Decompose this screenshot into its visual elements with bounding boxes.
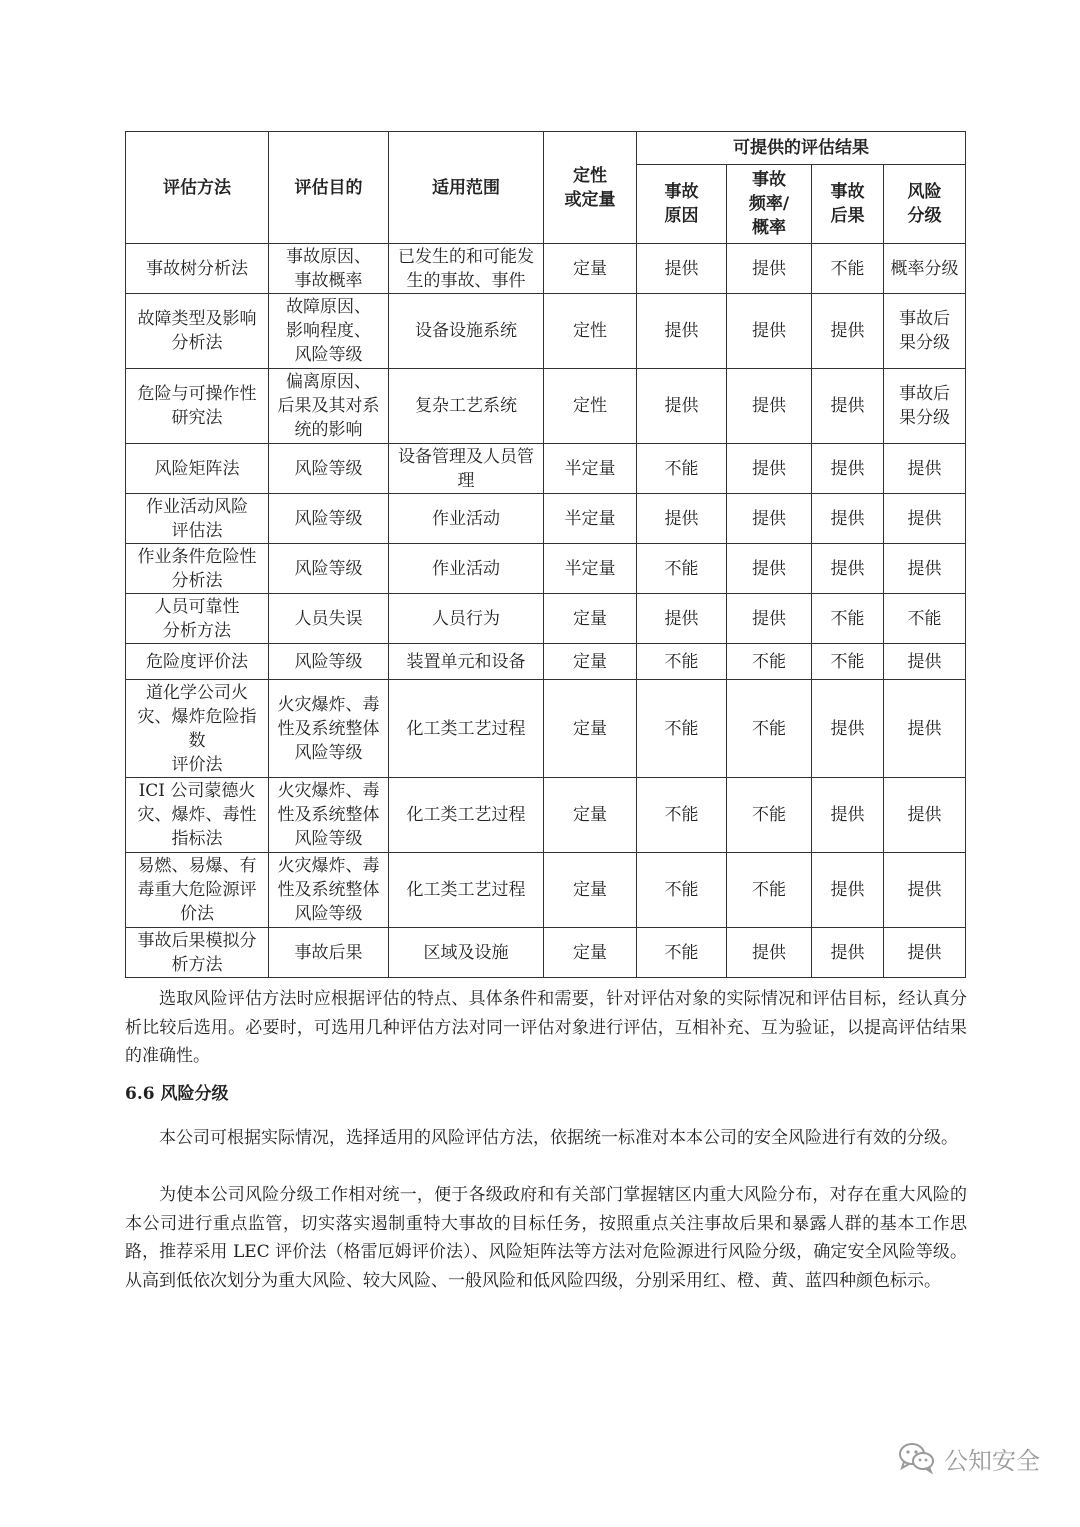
cell-grading: 概率分级 <box>884 244 966 294</box>
table-row <box>126 544 966 594</box>
cell-scope: 已发生的和可能发 生的事故、事件 <box>389 244 544 294</box>
cell-cause: 不能 <box>637 928 727 978</box>
cell-type: 定量 <box>544 680 637 778</box>
cell-type: 定性 <box>544 369 637 444</box>
cell-purpose: 风险等级 <box>269 644 389 680</box>
cell-consequence: 提供 <box>812 294 884 369</box>
cell-cause: 不能 <box>637 544 727 594</box>
header-scope: 适用范围 <box>389 132 544 244</box>
cell-purpose: 火灾爆炸、毒 性及系统整体 风险等级 <box>269 853 389 928</box>
cell-grading: 提供 <box>884 778 966 853</box>
cell-type: 定量 <box>544 853 637 928</box>
cell-grading: 提供 <box>884 544 966 594</box>
section-heading: 6.6 风险分级 <box>125 1084 229 1104</box>
cell-scope: 设备管理及人员管 理 <box>389 444 544 494</box>
cell-consequence: 提供 <box>812 494 884 544</box>
cell-frequency: 提供 <box>727 928 812 978</box>
cell-cause: 提供 <box>637 494 727 544</box>
cell-type: 半定量 <box>544 544 637 594</box>
risk-assessment-methods-table <box>125 131 965 978</box>
cell-frequency: 提供 <box>727 294 812 369</box>
table-row <box>126 494 966 544</box>
header-frequency: 事故 频率/ 概率 <box>727 165 812 244</box>
cell-purpose: 风险等级 <box>269 494 389 544</box>
cell-method: ICI 公司蒙德火 灾、爆炸、毒性 指标法 <box>126 778 269 853</box>
table-row <box>126 680 966 778</box>
cell-scope: 作业活动 <box>389 494 544 544</box>
cell-grading: 提供 <box>884 680 966 778</box>
cell-purpose: 人员失误 <box>269 594 389 644</box>
cell-scope: 区域及设施 <box>389 928 544 978</box>
cell-scope: 化工类工艺过程 <box>389 680 544 778</box>
watermark-text: 公知安全 <box>944 1446 1040 1475</box>
cell-cause: 不能 <box>637 680 727 778</box>
cell-grading: 提供 <box>884 928 966 978</box>
cell-frequency: 不能 <box>727 644 812 680</box>
cell-grading: 提供 <box>884 444 966 494</box>
cell-type: 定量 <box>544 778 637 853</box>
table-body <box>126 244 966 978</box>
cell-method: 作业条件危险性 分析法 <box>126 544 269 594</box>
header-results-group: 可提供的评估结果 <box>637 132 966 165</box>
cell-frequency: 提供 <box>727 369 812 444</box>
cell-grading: 事故后 果分级 <box>884 294 966 369</box>
cell-cause: 不能 <box>637 444 727 494</box>
cell-cause: 提供 <box>637 369 727 444</box>
cell-cause: 不能 <box>637 644 727 680</box>
cell-consequence: 提供 <box>812 680 884 778</box>
cell-purpose: 火灾爆炸、毒 性及系统整体 风险等级 <box>269 680 389 778</box>
cell-cause: 提供 <box>637 244 727 294</box>
cell-scope: 人员行为 <box>389 594 544 644</box>
cell-consequence: 提供 <box>812 778 884 853</box>
paragraph-grading-intro: 本公司可根据实际情况，选择适用的风险评估方法，依据统一标准对本本公司的安全风险进行有效的分级。 <box>159 1128 958 1148</box>
cell-cause: 不能 <box>637 778 727 853</box>
cell-consequence: 提供 <box>812 853 884 928</box>
cell-purpose: 事故原因、 事故概率 <box>269 244 389 294</box>
cell-method: 作业活动风险 评估法 <box>126 494 269 544</box>
cell-scope: 装置单元和设备 <box>389 644 544 680</box>
cell-purpose: 偏离原因、 后果及其对系 统的影响 <box>269 369 389 444</box>
cell-scope: 设备设施系统 <box>389 294 544 369</box>
cell-purpose: 火灾爆炸、毒 性及系统整体 风险等级 <box>269 778 389 853</box>
table-row <box>126 294 966 369</box>
cell-consequence: 提供 <box>812 928 884 978</box>
cell-frequency: 提供 <box>727 594 812 644</box>
cell-scope: 化工类工艺过程 <box>389 853 544 928</box>
cell-purpose: 故障原因、 影响程度、 风险等级 <box>269 294 389 369</box>
wechat-icon <box>898 1442 936 1474</box>
cell-grading: 提供 <box>884 644 966 680</box>
cell-scope: 作业活动 <box>389 544 544 594</box>
cell-purpose: 事故后果 <box>269 928 389 978</box>
table-row <box>126 853 966 928</box>
watermark <box>898 1438 1040 1478</box>
cell-grading: 不能 <box>884 594 966 644</box>
cell-scope: 复杂工艺系统 <box>389 369 544 444</box>
cell-type: 定量 <box>544 244 637 294</box>
table-row <box>126 444 966 494</box>
table-row <box>126 244 966 294</box>
cell-method: 危险度评价法 <box>126 644 269 680</box>
paragraph-grading-detail: 为使本公司风险分级工作相对统一，便于各级政府和有关部门掌握辖区内重大风险分布，对存在重大风险的本公司进行重点监管，切实落实遏制重特大事故的目标任务，按照重点关注事故后果和暴露人群的基本工作思路，推荐采用 LEC 评价法（格雷厄姆评价法）、风险矩阵法等方法对危险源进行风险分级，确定安全风险等级。从高到低依次划分为重大风险、较大风险、一般风险和低风险四级，分别采用红、橙、黄、蓝四种颜色标示。 <box>125 1185 967 1291</box>
cell-scope: 化工类工艺过程 <box>389 778 544 853</box>
paragraph-method-selection: 选取风险评估方法时应根据评估的特点、具体条件和需要，针对评估对象的实际情况和评估目标，经认真分析比较后选用。必要时，可选用几种评估方法对同一评估对象进行评估，互相补充、互为验证，以提高评估结果的准确性。 <box>125 989 967 1066</box>
cell-method: 故障类型及影响 分析法 <box>126 294 269 369</box>
cell-cause: 提供 <box>637 294 727 369</box>
cell-method: 事故树分析法 <box>126 244 269 294</box>
cell-grading: 提供 <box>884 853 966 928</box>
table-row <box>126 778 966 853</box>
cell-consequence: 提供 <box>812 544 884 594</box>
cell-method: 道化学公司火 灾、爆炸危险指 数 评价法 <box>126 680 269 778</box>
cell-frequency: 提供 <box>727 494 812 544</box>
cell-frequency: 不能 <box>727 853 812 928</box>
cell-consequence: 不能 <box>812 244 884 294</box>
header-method: 评估方法 <box>126 132 269 244</box>
cell-frequency: 提供 <box>727 244 812 294</box>
table-row <box>126 594 966 644</box>
cell-consequence: 不能 <box>812 644 884 680</box>
cell-frequency: 提供 <box>727 444 812 494</box>
cell-type: 定性 <box>544 294 637 369</box>
cell-type: 定量 <box>544 644 637 680</box>
cell-cause: 不能 <box>637 853 727 928</box>
cell-method: 危险与可操作性 研究法 <box>126 369 269 444</box>
cell-type: 半定量 <box>544 444 637 494</box>
cell-consequence: 提供 <box>812 369 884 444</box>
cell-purpose: 风险等级 <box>269 544 389 594</box>
cell-purpose: 风险等级 <box>269 444 389 494</box>
cell-frequency: 提供 <box>727 544 812 594</box>
cell-method: 人员可靠性 分析方法 <box>126 594 269 644</box>
methods-table <box>125 131 966 978</box>
cell-method: 易燃、易爆、有 毒重大危险源评 价法 <box>126 853 269 928</box>
header-grading: 风险 分级 <box>884 165 966 244</box>
table-row <box>126 644 966 680</box>
cell-type: 半定量 <box>544 494 637 544</box>
cell-frequency: 不能 <box>727 778 812 853</box>
header-purpose: 评估目的 <box>269 132 389 244</box>
cell-type: 定量 <box>544 928 637 978</box>
cell-type: 定量 <box>544 594 637 644</box>
table-row <box>126 928 966 978</box>
header-type: 定性 或定量 <box>544 132 637 244</box>
cell-method: 风险矩阵法 <box>126 444 269 494</box>
cell-grading: 提供 <box>884 494 966 544</box>
header-consequence: 事故 后果 <box>812 165 884 244</box>
cell-grading: 事故后 果分级 <box>884 369 966 444</box>
cell-method: 事故后果模拟分 析方法 <box>126 928 269 978</box>
cell-consequence: 不能 <box>812 594 884 644</box>
cell-frequency: 不能 <box>727 680 812 778</box>
cell-cause: 提供 <box>637 594 727 644</box>
table-row <box>126 369 966 444</box>
cell-consequence: 提供 <box>812 444 884 494</box>
header-cause: 事故 原因 <box>637 165 727 244</box>
